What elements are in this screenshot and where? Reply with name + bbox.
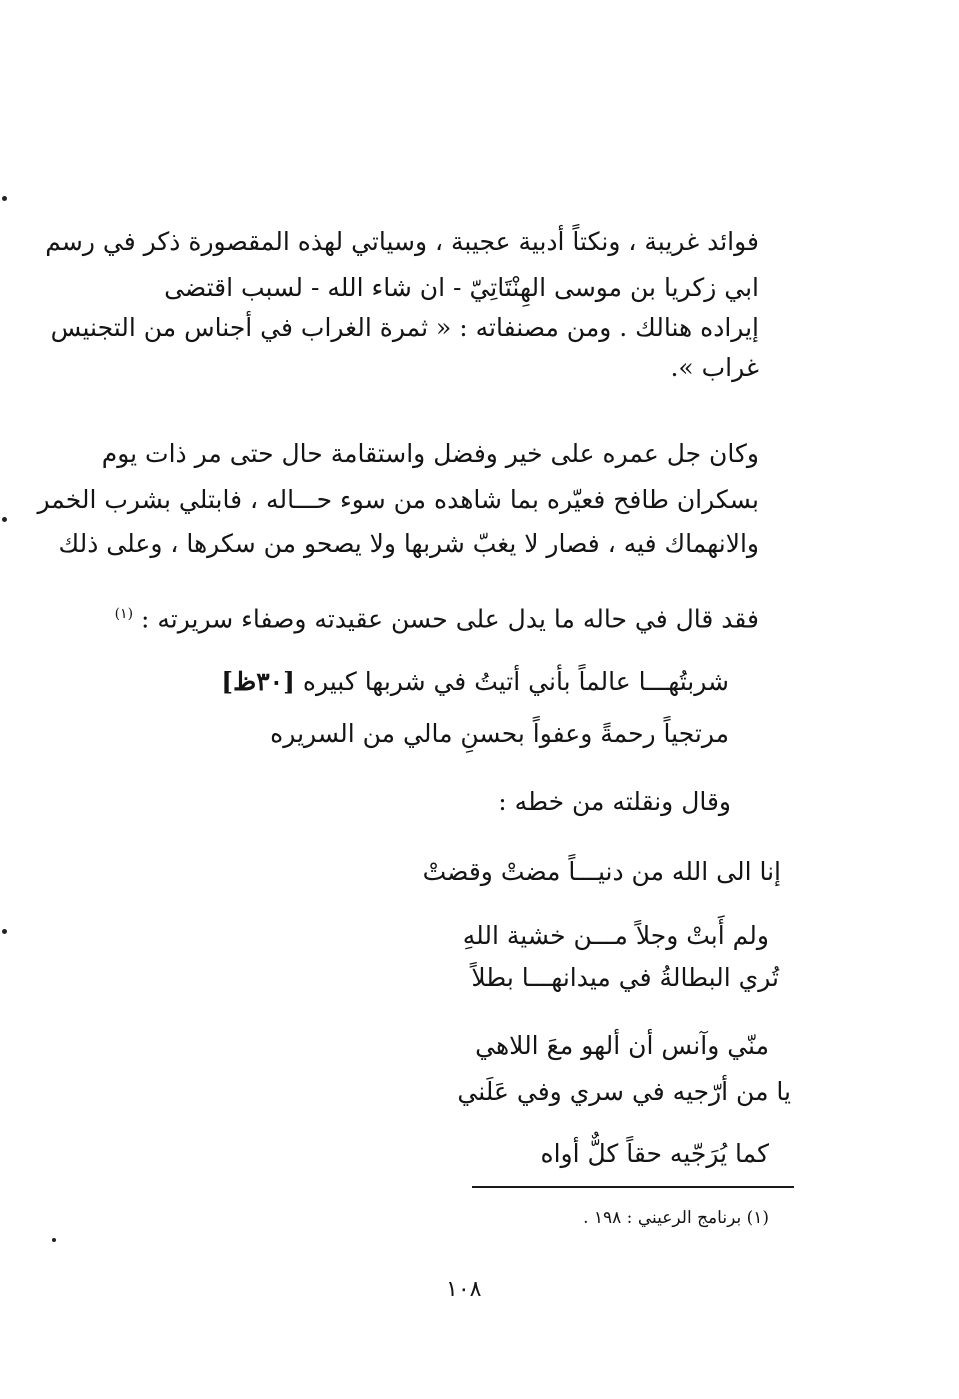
margin-dot (52, 1238, 56, 1242)
poem2-line-2: ولم أَبتْ وجلاً مـــن خشية اللهِ (462, 921, 769, 950)
footnote-marker: (١) (114, 606, 134, 622)
footnote-rule (472, 1186, 794, 1188)
margin-dot (2, 196, 7, 201)
poem2-line-3: تُري البطالةُ في ميدانهـــا بطلاً (471, 963, 779, 992)
paragraph1-line-1: فوائد غريبة ، ونكتاً أدبية عجيبة ، وسياتي لهذه المقصورة ذكر في رسم (45, 227, 759, 256)
verse1-line-1 (221, 666, 729, 698)
margin-dot (2, 929, 7, 934)
verse1-line-2: مرتجياً رحمةً وعفواً بحسنِ مالي من السريره (270, 719, 729, 748)
poem2-line-5: يا من أرّجيه في سري وفي عَلَني (457, 1077, 791, 1106)
page-number: ١٠٨ (446, 1277, 482, 1302)
margin-dot (2, 517, 7, 522)
paragraph2-line-1: وكان جل عمره على خير وفضل واستقامة حال حتى مر ذات يوم (101, 439, 759, 468)
intro-line: وقال ونقلته من خطه : (498, 787, 731, 816)
footnote: (١) برنامج الرعيني : ١٩٨ . (583, 1208, 769, 1228)
poem2-line-1: إنا الى الله من دنيـــاً مضتْ وقضتْ (422, 857, 781, 886)
paragraph2-line-4-text: فقد قال في حاله ما يدل على حسن عقيدته وصفاء سريرته : (140, 604, 759, 634)
poem2-line-4: منّي وآنس أن ألهو معَ اللاهي (475, 1031, 769, 1060)
margin-note: [٣٠ظ] (221, 667, 295, 696)
paragraph2-line-4 (115, 598, 759, 635)
paragraph1-line-4: غراب ». (670, 353, 759, 382)
paragraph1-line-2: ابي زكريا بن موسى الهِنْتَاتِيّ - ان شاء الله - لسبب اقتضى (164, 273, 759, 302)
paragraph2-line-2: بسكران طافح فعيّره بما شاهده من سوء حـــاله ، فابتلي بشرب الخمر (37, 485, 759, 514)
verse1-line-1-text: شربتُهـــا عالماً بأني أتيتُ في شربها كبيره (302, 667, 729, 696)
paragraph1-line-3: إيراده هنالك . ومن مصنفاته : « ثمرة الغراب في أجناس من التجنيس (50, 313, 759, 342)
paragraph2-line-3: والانهماك فيه ، فصار لا يغبّ شربها ولا يصحو من سكرها ، وعلى ذلك (58, 529, 759, 558)
poem2-line-6: كما يُرَجّيه حقاً كلٌّ أواه (540, 1139, 769, 1168)
